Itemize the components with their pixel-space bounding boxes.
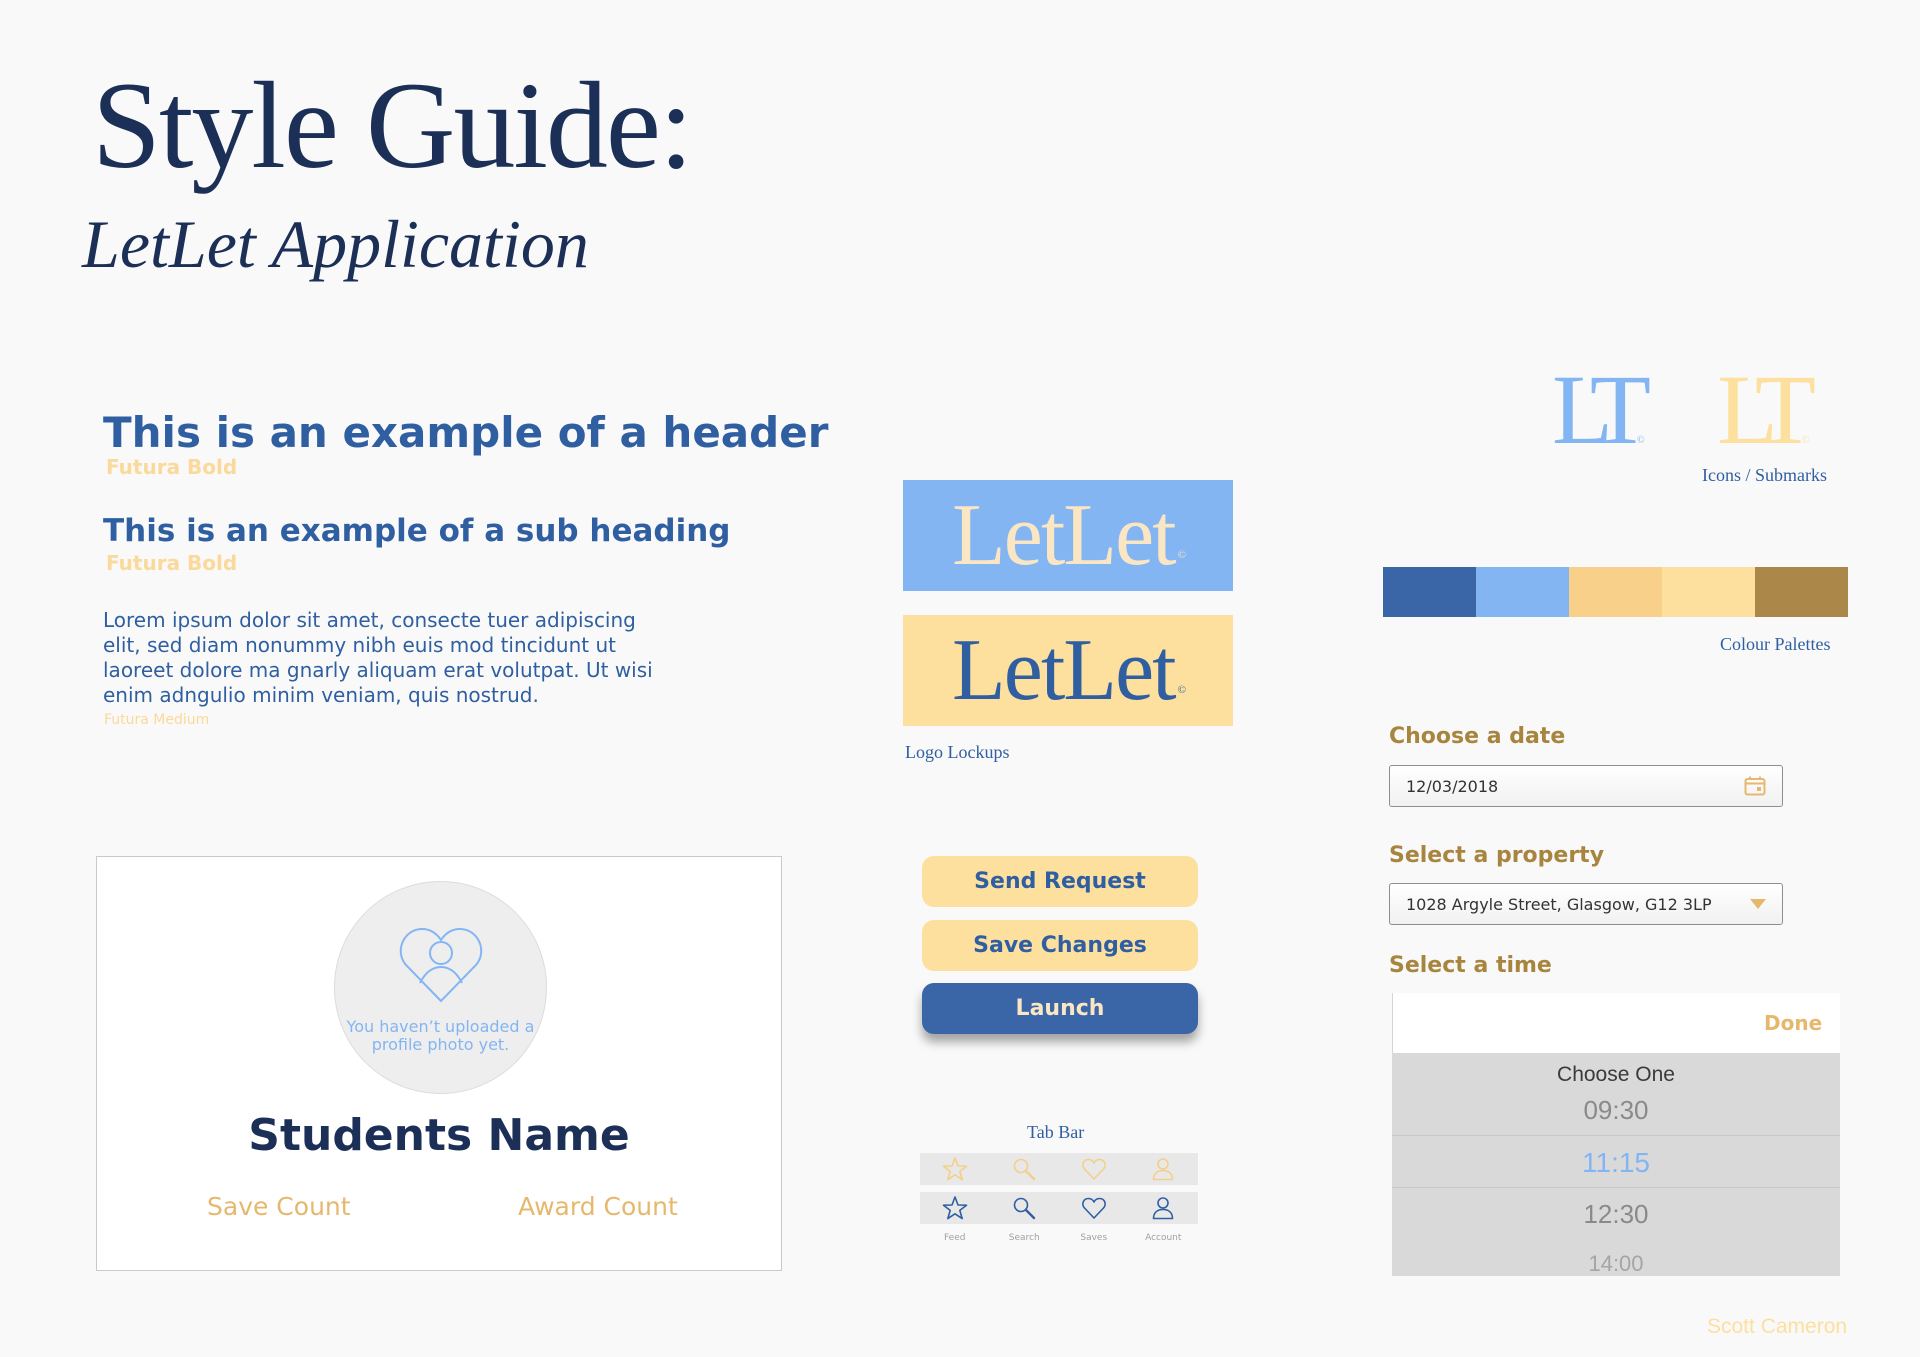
student-name: Students Name [248, 1110, 630, 1161]
page-subtitle: LetLet Application [82, 206, 589, 282]
tab-feed-active[interactable] [920, 1192, 990, 1224]
date-value: 12/03/2018 [1406, 776, 1499, 796]
body-text-example: Lorem ipsum dolor sit amet, consecte tuer adipiscing elit, sed diam nonummy nibh euis mod tincidunt ut laoreet dolore ma gnarly aliquam erat volutpat. Ut wisi enim adngulio minim veniam, quis nostrud. [103, 608, 653, 707]
logo-lockup-yellow [903, 615, 1233, 726]
submark-blue [1552, 354, 1645, 465]
tab-saves-active[interactable] [1059, 1192, 1129, 1224]
logo-wordmark: LetLet [952, 621, 1175, 719]
picker-prompt: Choose One [1557, 1063, 1675, 1086]
date-label: Choose a date [1389, 724, 1566, 749]
avatar-placeholder-message: You haven’t uploaded a profile photo yet. [346, 1017, 535, 1054]
palette-swatch [1755, 567, 1848, 617]
registered-mark: © [1802, 435, 1810, 446]
registered-mark: © [1637, 435, 1645, 446]
save-changes-button[interactable]: Save Changes [922, 920, 1198, 971]
tab-bar-inactive [920, 1153, 1198, 1185]
heart-icon [1080, 1194, 1108, 1222]
tab-bar-labels [920, 1233, 1198, 1243]
person-icon [1149, 1155, 1177, 1183]
tab-search-inactive[interactable] [990, 1153, 1060, 1185]
tab-account-active[interactable] [1129, 1192, 1199, 1224]
chevron-down-icon [1750, 899, 1766, 909]
time-picker[interactable] [1392, 1053, 1840, 1276]
property-select[interactable] [1389, 883, 1783, 925]
logo-lockup-blue [903, 480, 1233, 591]
palette-swatch [1662, 567, 1755, 617]
picker-divider [1392, 1135, 1840, 1136]
subheading-font-caption: Futura Bold [106, 551, 238, 575]
time-label: Select a time [1389, 953, 1552, 978]
icons-submarks-label: Icons / Submarks [1702, 465, 1827, 485]
heart-person-icon [398, 925, 484, 1005]
property-label: Select a property [1389, 843, 1605, 868]
tab-account-inactive[interactable] [1129, 1153, 1199, 1185]
time-option[interactable]: 14:00 [1588, 1251, 1644, 1276]
date-field[interactable] [1389, 765, 1783, 807]
tab-bar-active [920, 1192, 1198, 1224]
submark-text: LT [1717, 354, 1802, 465]
star-icon [941, 1155, 969, 1183]
page-title: Style Guide: [92, 57, 692, 194]
palette-swatch [1476, 567, 1569, 617]
person-icon [1149, 1194, 1177, 1222]
registered-mark: © [1177, 684, 1184, 696]
tab-bar-label: Tab Bar [1027, 1122, 1085, 1142]
tab-feed-inactive[interactable] [920, 1153, 990, 1185]
submark-text: LT [1552, 354, 1637, 465]
tab-label-search: Search [1008, 1233, 1040, 1243]
header-example: This is an example of a header [103, 408, 829, 457]
done-button[interactable]: Done [1764, 1011, 1823, 1035]
tab-search-active[interactable] [990, 1192, 1060, 1224]
launch-button[interactable]: Launch [922, 983, 1198, 1034]
subheading-example: This is an example of a sub heading [103, 513, 731, 549]
header-font-caption: Futura Bold [106, 455, 238, 479]
heart-icon [1080, 1155, 1108, 1183]
time-option-selected[interactable]: 11:15 [1582, 1147, 1650, 1178]
time-option[interactable]: 09:30 [1583, 1095, 1649, 1125]
star-icon [941, 1194, 969, 1222]
time-option[interactable]: 12:30 [1583, 1199, 1649, 1229]
tab-label-saves: Saves [1080, 1233, 1108, 1243]
picker-divider [1392, 1187, 1840, 1188]
submark-yellow [1717, 354, 1810, 465]
property-value: 1028 Argyle Street, Glasgow, G12 3LP [1406, 894, 1712, 914]
colour-palette-label: Colour Palettes [1720, 634, 1831, 654]
registered-mark: © [1177, 549, 1184, 561]
search-icon [1010, 1194, 1038, 1222]
colour-palette [1383, 567, 1848, 617]
tab-label-account: Account [1145, 1233, 1182, 1243]
calendar-icon[interactable] [1744, 776, 1766, 796]
palette-swatch [1569, 567, 1662, 617]
body-font-caption: Futura Medium [104, 712, 210, 728]
award-count: Award Count [518, 1192, 678, 1221]
search-icon [1010, 1155, 1038, 1183]
tab-saves-inactive[interactable] [1059, 1153, 1129, 1185]
logo-lockups-label: Logo Lockups [905, 742, 1010, 762]
logo-wordmark: LetLet [952, 486, 1175, 584]
save-count: Save Count [207, 1192, 351, 1221]
send-request-button[interactable]: Send Request [922, 856, 1198, 907]
palette-swatch [1383, 567, 1476, 617]
tab-label-feed: Feed [944, 1233, 966, 1243]
author-signature: Scott Cameron [1707, 1315, 1848, 1338]
